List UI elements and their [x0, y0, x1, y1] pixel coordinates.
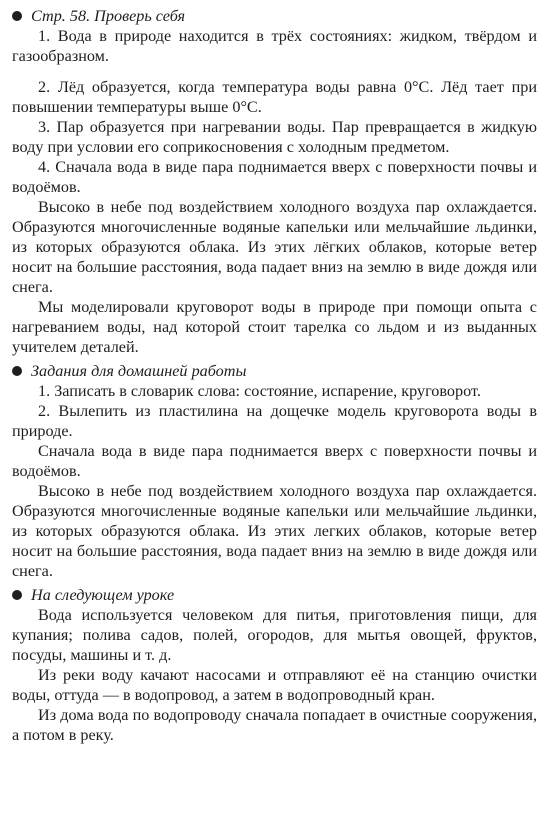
- bullet-icon: [12, 590, 22, 600]
- heading-text: На следующем уроке: [31, 586, 175, 604]
- heading-text: Задания для домашней работы: [31, 362, 247, 380]
- homework-task-1: 1. Записать в словарик слова: состояние, испарение, круговорот.: [38, 382, 481, 400]
- answer-4: 4. Сначала вода в виде пара поднимается вверх с поверхности почвы и водоёмов.: [12, 158, 537, 196]
- answer-3: 3. Пар образуется при нагревании воды. Пар превращается в жидкую воду при условии его соприкосновения с холодным предметом.: [12, 118, 537, 156]
- answer-1: 1. Вода в природе находится в трёх состояниях: жидком, твёрдом и газообразном.: [12, 27, 537, 65]
- bullet-icon: [12, 366, 22, 376]
- paragraph-experiment: Мы моделировали круговорот воды в природе при помощи опыта с нагреванием воды, над которой стоит тарелка со льдом и из выданных учителем деталей.: [12, 298, 537, 356]
- section-heading-homework: [12, 361, 537, 381]
- section-heading-next-lesson: [12, 585, 537, 605]
- heading-text: Стр. 58. Проверь себя: [31, 7, 185, 25]
- paragraph-sewage: Из дома вода по водопроводу сначала попадает в очистные сооружения, а потом в реку.: [12, 706, 537, 744]
- section-heading-check-yourself: [12, 6, 537, 26]
- homework-task-2: 2. Вылепить из пластилина на дощечке модель круговорота воды в природе.: [12, 402, 537, 440]
- paragraph-water-use: Вода используется человеком для питья, приготовления пищи, для купания; полива садов, полей, огородов, для мытья овощей, фруктов, посуды, машины и т. д.: [12, 606, 537, 664]
- paragraph-clouds: Высоко в небе под воздействием холодного воздуха пар охлаждается. Образуются многочисленные водяные капельки или мельчайшие льдинки, из которых образуются облака. Из этих лёгких облаков, которые ветер носит на большие расстояния, вода падает вниз на землю в виде дождя или снега.: [12, 198, 537, 296]
- paragraph-pumping-station: Из реки воду качают насосами и отправляют её на станцию очистки воды, оттуда — в водопровод, а затем в водопроводный кран.: [12, 666, 537, 704]
- answer-2: 2. Лёд образуется, когда температура воды равна 0°С. Лёд тает при повышении температуры выше 0°С.: [12, 78, 537, 116]
- paragraph-clouds-2: Высоко в небе под воздействием холодного воздуха пар охлаждается. Образуются многочисленные водяные капельки или мельчайшие льдинки, из которых образуются облака. Из этих легких облаков, которые ветер носит на большие расстояния, вода падает вниз на землю в виде дождя или снега.: [12, 482, 537, 580]
- paragraph-vapor: Сначала вода в виде пара поднимается вверх с поверхности почвы и водоёмов.: [12, 442, 537, 480]
- bullet-icon: [12, 11, 22, 21]
